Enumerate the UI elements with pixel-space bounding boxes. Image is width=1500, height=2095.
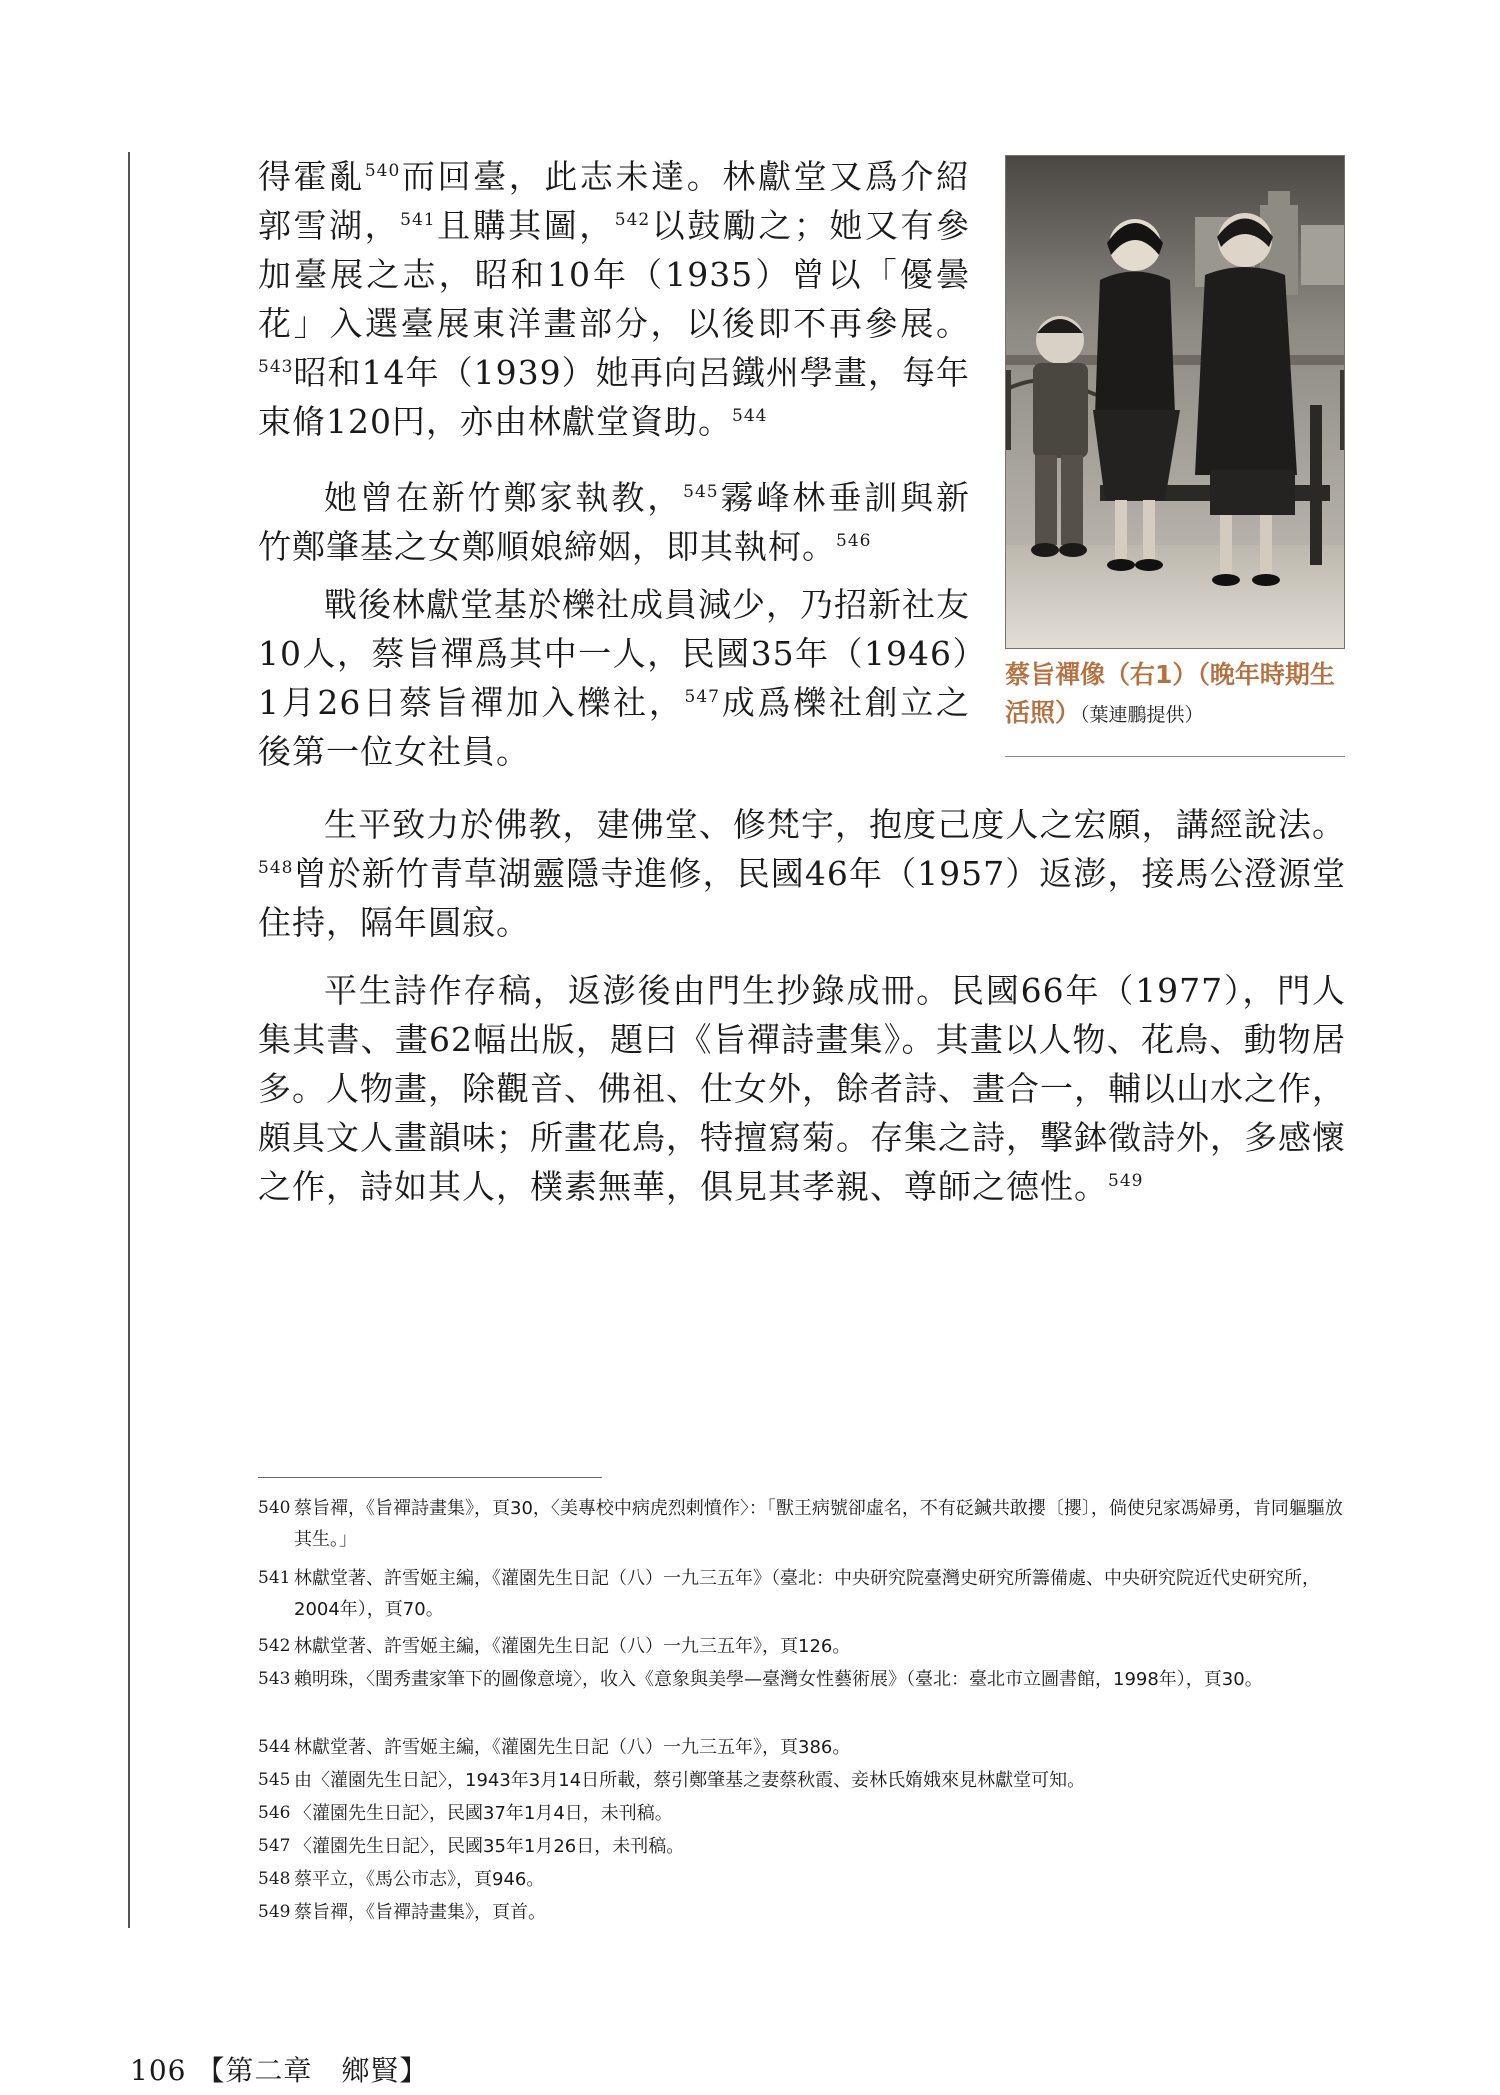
footnote-549: 549 蔡旨禪，《旨禪詩畫集》，頁首。	[258, 1902, 546, 1923]
footnote-543: 543 賴明珠，〈閨秀畫家筆下的圖像意境〉，收入《意象與美學—臺灣女性藝術展》（臺北：臺北市立圖書館，1998年），頁30。	[258, 1669, 1263, 1690]
paragraph-2: 她曾在新竹鄭家執教，$^{545}$霧峰林垂訓與新竹鄭肇基之女鄭順娘締姻，即其執柯。$^{546}$	[258, 478, 971, 566]
paragraph-4: 生平致力於佛教，建佛堂、修梵宇，抱度己度人之宏願，講經說法。$^{548}$曾於新竹青草湖靈隱寺進修，民國46年（1957）返澎，接馬公澄源堂住持，隔年圓寂。	[258, 805, 1346, 942]
footnote-ref-545[interactable]: 545	[683, 482, 719, 502]
paragraph-1: 得霍亂$^{540}$而回臺，此志未達。林獻堂又爲介紹郭雪湖，$^{541}$且購其圖，$^{542}$以鼓勵之；她又有參加臺展之志，昭和10年（1935）曾以「優曇花」入選臺展東洋畫部分，以後即不再參展。$^{543}$昭和14年（1939）她再向呂鐵州學畫，每年束脩120円，亦由林獻堂資助。$^{544}$	[258, 157, 971, 441]
footnote-ref-542[interactable]: 542	[614, 210, 651, 230]
caption-title: 蔡旨禪像（右1）（晚年時期生活照）	[1005, 660, 1335, 727]
footnote-ref-546[interactable]: 546	[836, 531, 872, 551]
footnote-544: 544 林獻堂著、許雪姬主編，《灌園先生日記（八）一九三五年》，頁386。	[258, 1737, 851, 1758]
photo-caption	[1005, 656, 1345, 734]
footnote-ref-541[interactable]: 541	[400, 210, 436, 230]
footnote-ref-544[interactable]: 544	[732, 406, 768, 426]
footnote-542: 542 林獻堂著、許雪姬主編，《灌園先生日記（八）一九三五年》，頁126。	[258, 1636, 851, 1657]
footnote-ref-543[interactable]: 543	[258, 357, 294, 377]
footnote-540: 540 蔡旨禪，《旨禪詩畫集》，頁30，〈美專校中病虎烈剌憤作〉：「獸王病號卻虛名，不有砭鍼共敢攖〔攖〕，倘使兒家馮婦勇，肯同軀驅放其生。」	[258, 1498, 1343, 1550]
footnote-547: 547 〈灌園先生日記〉，民國35年1月26日，未刊稿。	[258, 1836, 685, 1857]
footnote-divider	[258, 1477, 602, 1478]
footnote-ref-547[interactable]: 547	[684, 687, 720, 707]
page-folio	[130, 2049, 428, 2089]
page-number: 106	[130, 2054, 187, 2087]
portrait-photo	[1005, 155, 1345, 649]
paragraph-5: 平生詩作存稿，返澎後由門生抄錄成冊。民國66年（1977），門人集其書、畫62幅出版，題曰《旨禪詩畫集》。其畫以人物、花鳥、動物居多。人物畫，除觀音、佛祖、仕女外，餘者詩、畫合一，輔以山水之作，頗具文人畫韻味；所畫花鳥，特擅寫菊。存集之詩，擊鉢徵詩外，多感懷之作，詩如其人，樸素無華，俱見其孝親、尊師之德性。$^{549}$	[258, 971, 1346, 1206]
footnote-ref-540[interactable]: 540	[364, 161, 401, 181]
footnote-546: 546 〈灌園先生日記〉，民國37年1月4日，未刊稿。	[258, 1803, 673, 1824]
footnote-548: 548 蔡平立，《馬公市志》，頁946。	[258, 1869, 545, 1890]
footnote-ref-549[interactable]: 549	[1108, 1171, 1144, 1191]
paragraph-3: 戰後林獻堂基於櫟社成員減少，乃招新社友10人，蔡旨禪爲其中一人，民國35年（1946）1月26日蔡旨禪加入櫟社，$^{547}$成爲櫟社創立之後第一位女社員。	[258, 585, 970, 771]
caption-divider	[1005, 756, 1345, 757]
footnote-ref-548[interactable]: 548	[258, 858, 294, 878]
left-margin-rule	[128, 152, 130, 1928]
footnote-545: 545 由〈灌園先生日記〉，1943年3月14日所載，蔡引鄭肇基之妻蔡秋霞、妾林氏媠娥來見林獻堂可知。	[258, 1770, 1086, 1791]
footnote-541: 541 林獻堂著、許雪姬主編，《灌園先生日記（八）一九三五年》（臺北：中央研究院臺灣史研究所籌備處、中央研究院近代史研究所，2004年），頁70。	[258, 1568, 1320, 1620]
chapter-title: 【第二章 鄉賢】	[196, 2054, 429, 2087]
caption-credit: （葉連鵬提供）	[1080, 704, 1204, 726]
